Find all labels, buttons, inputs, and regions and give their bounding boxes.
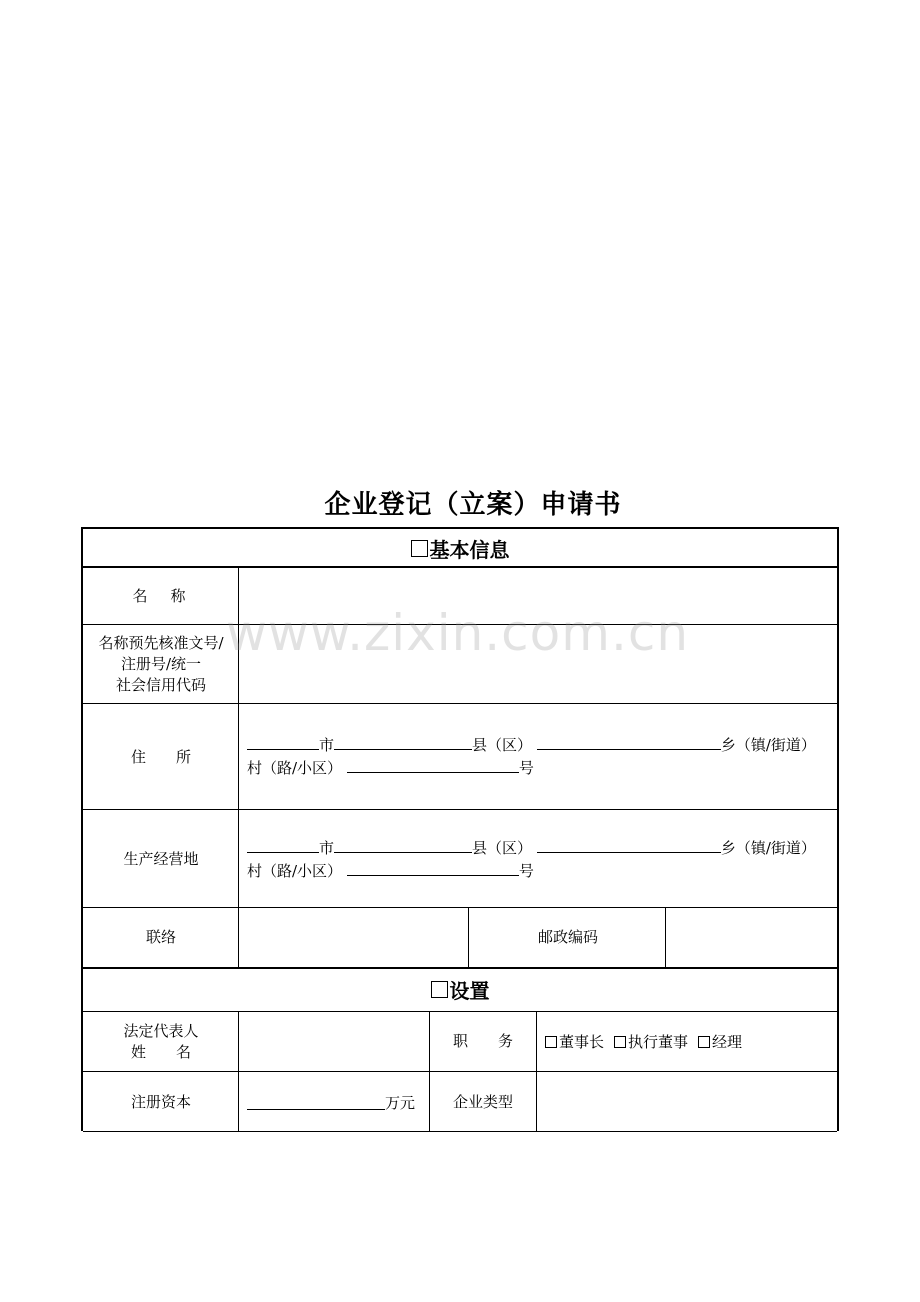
basic-info-header-label: 基本信息 (429, 537, 510, 562)
contact-field[interactable] (240, 908, 469, 967)
legal-rep-label: 法定代表人 姓 名 (123, 1021, 199, 1061)
code-label: 名称预先核准文号/ 注册号/统一 社会信用代码 (98, 633, 224, 694)
duty-options (537, 1012, 837, 1071)
production-address[interactable]: 市 县（区） 乡（镇/街道） 村（路/小区） 号 (247, 839, 816, 880)
duty-option-executive-director[interactable]: 执行董事 (628, 1033, 689, 1051)
name-label: 名 称 (132, 586, 190, 605)
checkbox-icon[interactable] (411, 540, 428, 557)
production-address-label: 生产经营地 (123, 849, 199, 868)
duty-option-manager[interactable]: 经理 (712, 1033, 743, 1051)
capital-field[interactable]: 万元 (247, 1072, 429, 1132)
residence-address[interactable]: 市 县（区） 乡（镇/街道） 村（路/小区） 号 (247, 736, 816, 777)
contact-label: 联络 (145, 928, 176, 946)
legal-rep-field[interactable] (240, 1012, 429, 1071)
postcode-label: 邮政编码 (537, 928, 598, 946)
settings-header (83, 969, 837, 1010)
checkbox-icon[interactable] (545, 1036, 557, 1048)
postcode-field[interactable] (667, 908, 837, 967)
basic-info-header (83, 529, 837, 567)
document-title: 企业登记（立案）申请书 (324, 490, 622, 520)
enterprise-type-field[interactable] (537, 1072, 837, 1132)
settings-header-label: 设置 (449, 979, 490, 1003)
enterprise-type-label: 企业类型 (452, 1092, 513, 1111)
watermark: www.zixin.com.cn (226, 604, 690, 662)
duty-label: 职 务 (452, 1032, 513, 1050)
checkbox-icon[interactable] (698, 1036, 710, 1048)
checkbox-icon[interactable] (431, 981, 448, 998)
checkbox-icon[interactable] (614, 1036, 626, 1048)
duty-option-chairman[interactable]: 董事长 (559, 1033, 605, 1051)
capital-label: 注册资本 (130, 1092, 191, 1111)
residence-label: 住 所 (130, 747, 191, 766)
